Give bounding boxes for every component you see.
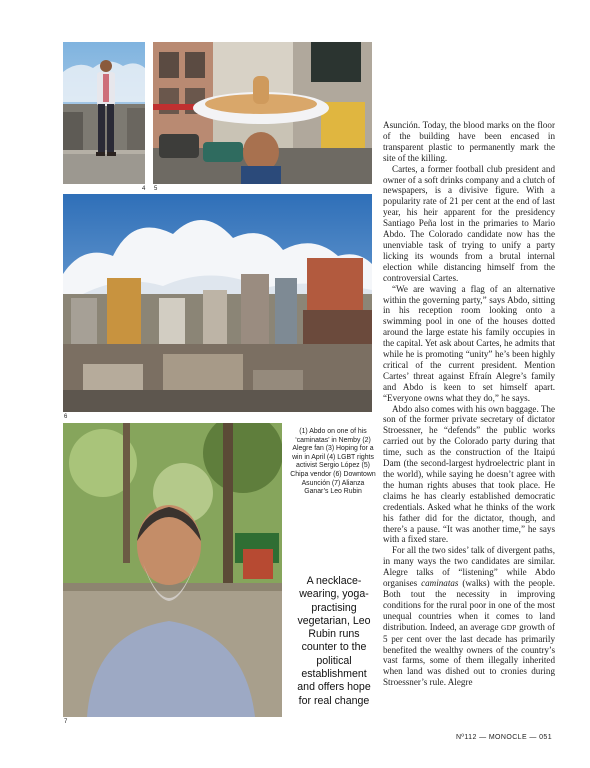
article-paragraph-1: Asunción. Today, the blood marks on the floor of the building have been encased in transparent plastic to permanently mark the site of the killing. — [383, 120, 555, 163]
photo-number-4: 4 — [142, 186, 146, 192]
article-paragraph-5-emphasis: caminatas — [421, 578, 459, 589]
article-paragraph-5-smallcaps: GDP — [501, 622, 517, 632]
photo-number-6: 6 — [64, 414, 68, 420]
photo-downtown-asuncion — [63, 194, 372, 412]
article-paragraph-2: Cartes, a former football club president and owner of a soft drinks company and a clutch of newspapers, is a divisive figure. With a popularity rate of 21 per cent at the end of last year, his heir apparent for the presidency Santiago Peña lost in the primaries to Mario Abdo. The Colorado candidate now has the unenviable task of trying to unify a party licking its wounds from a brutal internal election while distancing himself from the controversial Cartes. — [383, 163, 555, 283]
article-paragraph-5-part-b: (walks) with the people. Both tout the necessity in improving conditions for the rural poor in one of the most unequal countries when it comes to land distribution. Indeed, an average — [383, 578, 555, 632]
article-paragraph-5-part-c: growth of 5 per cent over the last decade has primarily benefited the wealthy owners of the country’s vast farms, some of them illegally inherited when land was dished out to cronies during Stroessner’s rule. Alegre — [383, 621, 555, 688]
article-paragraph-3: “We are waving a flag of an alternative within the governing party,” says Abdo, sitting in his reception room looking onto a swimming pool in one of the houses dotted around the large estate his family occupies in the capital. Yet ask about Cartes, he admits that while he is promoting “unity” he’s been highly critical of the current president. Mention Cartes’ threat against Efraín Alegre’s family and Abdo is keen to set himself apart. “Everyone owns what they do,” he says. — [383, 283, 555, 403]
photo-number-5: 5 — [154, 186, 158, 192]
photo-number-7: 7 — [64, 719, 68, 725]
pull-quote: A necklace-wearing, yoga-practising vegetarian, Leo Rubin runs counter to the political establishment and offers hope for real change — [297, 575, 371, 707]
article-paragraph-4: Abdo also comes with his own baggage. The son of the former private secretary of dictator Stroessner, he “defends” the public works carried out by the Colorado party during that time, such as the construction of the Itaipú Dam (the second-largest hydroelectric plant in the world), while saying he doesn’t agree with the human rights abuses that took place. He claims he has clearly established democratic credentials. Asked what he thinks of the work his father did for the dictator, though, and there’s a pause. “It was another time,” he says with a fixed stare. — [383, 403, 555, 545]
article-column — [383, 120, 555, 688]
page-footer: Nº112 — MONOCLE — 051 — [455, 734, 552, 741]
photo-leo-rubin — [63, 423, 282, 717]
photo-caption: (1) Abdo on one of his ‘caminatas’ in Nemby (2) Alegre fan (3) Hoping for a win in April (4) LGBT rights activist Sergio López (5) Chipa vendor (6) Downtown Asunción (7) Alianza Ganar’s Leo Rubin — [290, 428, 376, 496]
photo-activist — [63, 42, 145, 184]
photo-chipa-vendor — [153, 42, 372, 184]
article-paragraph-5 — [383, 545, 555, 688]
article-paragraph-5-part-a: For all the two sides’ talk of divergent paths, in many ways the two candidates are similar. Alegre talks of “listening” while Abdo organises — [383, 545, 555, 589]
